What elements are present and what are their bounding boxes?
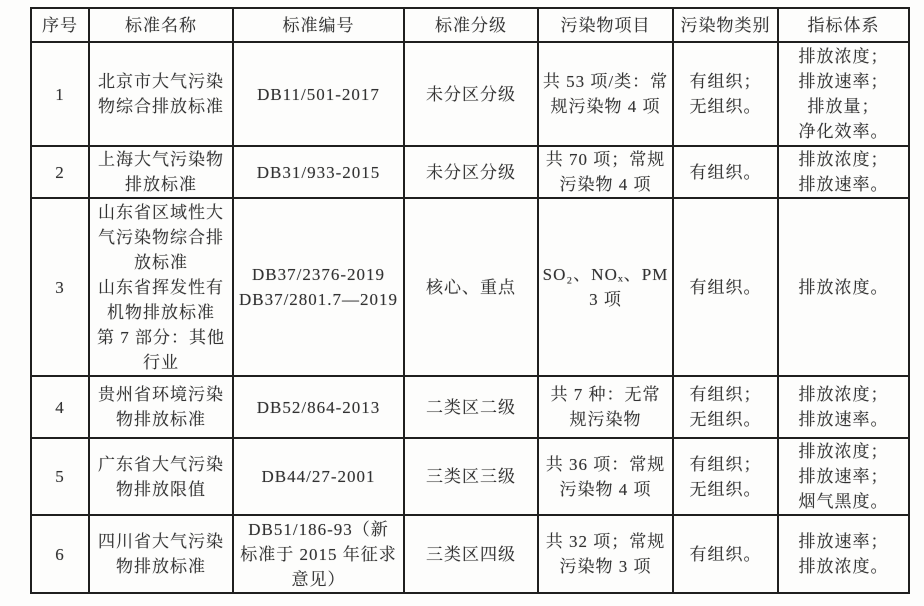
- cell-name: [89, 198, 233, 376]
- cell-name: [89, 146, 233, 198]
- cell-line: 广东省大气污染: [98, 454, 224, 474]
- cell-line: 有组织。: [689, 162, 762, 182]
- column-header-category: 污染物类别: [673, 8, 778, 42]
- cell-grade: [404, 438, 538, 515]
- cell-line: 3: [55, 277, 65, 297]
- cell-pollutants: [538, 198, 673, 376]
- cell-grade: [404, 515, 538, 593]
- cell-category: [673, 42, 778, 146]
- header-row: [31, 8, 909, 42]
- cell-line: DB37/2801.7—2019: [238, 290, 399, 309]
- cell-seq: [31, 198, 89, 376]
- cell-category: [673, 376, 778, 438]
- cell-line: 未分区分级: [426, 162, 516, 182]
- cell-line: 排放浓度；: [798, 385, 889, 404]
- cell-line: DB37/2376-2019: [252, 265, 385, 284]
- cell-category: [673, 198, 778, 376]
- cell-indicators: [778, 146, 909, 198]
- column-header-name: 标准名称: [89, 8, 233, 42]
- cell-line: 贵州省环境污染: [98, 385, 224, 404]
- cell-line: DB51/186-93（新: [248, 519, 389, 539]
- cell-category: [673, 146, 778, 198]
- cell-line: 无组织。: [689, 410, 762, 429]
- cell-indicators: [778, 515, 909, 593]
- cell-line: 排放量；: [807, 97, 880, 116]
- cell-line: 排放浓度。: [798, 277, 889, 297]
- cell-seq: [31, 438, 89, 515]
- cell-line: 四川省大气污染: [98, 532, 224, 551]
- cell-name: [89, 515, 233, 593]
- cell-line: 第 7 部分：其他: [97, 327, 225, 347]
- cell-line: 无组织。: [689, 97, 762, 116]
- cell-indicators: [778, 438, 909, 515]
- cell-line: 共 53 项/类：常: [542, 72, 669, 91]
- cell-line: 三类区三级: [426, 467, 516, 486]
- column-header-code: 标准编号: [233, 8, 404, 42]
- cell-name: [89, 376, 233, 438]
- cell-line: SO₂、NOₓ、PM: [542, 265, 669, 284]
- cell-seq: [31, 42, 89, 146]
- standards-table: [30, 7, 910, 594]
- cell-pollutants: [538, 146, 673, 198]
- cell-line: 排放速率。: [798, 410, 889, 429]
- cell-line: 共 32 项；常规: [545, 532, 666, 551]
- cell-grade: [404, 376, 538, 438]
- cell-pollutants: [538, 515, 673, 593]
- cell-pollutants: [538, 376, 673, 438]
- cell-line: 有组织；: [689, 385, 762, 404]
- cell-line: 排放浓度；: [798, 150, 889, 169]
- cell-seq: [31, 376, 89, 438]
- table-body: [31, 42, 909, 593]
- cell-code: [233, 515, 404, 593]
- cell-line: 未分区分级: [426, 84, 516, 104]
- cell-line: 排放浓度。: [798, 557, 889, 576]
- cell-line: 烟气黑度。: [798, 492, 889, 511]
- cell-category: [673, 438, 778, 515]
- cell-line: 排放浓度；: [798, 442, 889, 461]
- cell-grade: [404, 146, 538, 198]
- cell-line: 有组织；: [689, 72, 762, 91]
- cell-line: 排放速率。: [798, 175, 889, 194]
- cell-name: [89, 438, 233, 515]
- cell-line: 共 7 种：无常: [550, 385, 661, 404]
- cell-line: DB52/864-2013: [256, 397, 381, 417]
- column-header-indicators: 指标体系: [778, 8, 909, 42]
- cell-line: 排放速率；: [798, 467, 889, 486]
- cell-code: [233, 198, 404, 376]
- table-row: [31, 42, 909, 146]
- cell-line: 排放速率；: [798, 532, 889, 551]
- cell-grade: [404, 42, 538, 146]
- cell-line: 有组织。: [689, 277, 762, 297]
- cell-line: 排放浓度；: [798, 47, 889, 66]
- cell-code: [233, 146, 404, 198]
- cell-name: [89, 42, 233, 146]
- cell-line: 北京市大气污染: [98, 72, 224, 91]
- cell-line: 三类区四级: [426, 544, 516, 564]
- cell-line: 1: [55, 84, 65, 104]
- table-row: [31, 198, 909, 376]
- cell-line: 污染物 3 项: [559, 557, 652, 576]
- cell-line: 5: [55, 467, 65, 486]
- cell-line: 污染物 4 项: [559, 175, 652, 194]
- column-header-pollutants: 污染物项目: [538, 8, 673, 42]
- cell-indicators: [778, 42, 909, 146]
- cell-line: DB11/501-2017: [257, 84, 380, 104]
- cell-indicators: [778, 198, 909, 376]
- cell-pollutants: [538, 42, 673, 146]
- cell-line: 二类区二级: [426, 397, 516, 417]
- cell-code: [233, 376, 404, 438]
- cell-line: 规污染物 4 项: [550, 97, 661, 116]
- cell-line: 净化效率。: [798, 122, 889, 141]
- cell-line: 上海大气污染物: [98, 150, 224, 169]
- cell-line: DB31/933-2015: [256, 162, 381, 182]
- table-row: [31, 438, 909, 515]
- cell-line: 行业: [143, 352, 179, 372]
- table-row: [31, 146, 909, 198]
- table-row: [31, 515, 909, 593]
- cell-line: 共 70 项；常规: [545, 150, 666, 169]
- cell-line: 物排放标准: [116, 410, 206, 429]
- cell-line: 放标准: [134, 252, 188, 272]
- cell-line: 标准于 2015 年征求: [240, 544, 397, 564]
- cell-line: 物排放标准: [116, 557, 206, 576]
- cell-line: 规污染物: [569, 410, 642, 429]
- cell-line: 核心、重点: [426, 277, 516, 297]
- cell-indicators: [778, 376, 909, 438]
- column-header-seq: 序号: [31, 8, 89, 42]
- cell-line: 物综合排放标准: [98, 97, 224, 116]
- cell-line: 意见）: [291, 569, 346, 589]
- cell-code: [233, 438, 404, 515]
- table-row: [31, 376, 909, 438]
- cell-seq: [31, 515, 89, 593]
- cell-line: 有组织。: [689, 544, 762, 564]
- cell-line: 2: [55, 162, 65, 182]
- table-head: [31, 8, 909, 42]
- cell-line: 6: [55, 544, 65, 564]
- cell-seq: [31, 146, 89, 198]
- cell-line: 山东省区域性大: [98, 202, 224, 222]
- cell-line: 机物排放标准: [107, 302, 215, 322]
- cell-line: 有组织；: [689, 454, 762, 474]
- cell-line: 共 36 项：常规: [545, 454, 666, 474]
- cell-code: [233, 42, 404, 146]
- cell-line: 物排放限值: [116, 479, 206, 499]
- cell-line: 气污染物综合排: [98, 227, 224, 247]
- cell-line: 4: [55, 397, 65, 417]
- cell-line: 排放速率；: [798, 72, 889, 91]
- cell-pollutants: [538, 438, 673, 515]
- cell-line: 山东省挥发性有: [98, 277, 224, 297]
- cell-category: [673, 515, 778, 593]
- cell-line: 排放标准: [125, 175, 197, 194]
- cell-line: 无组织。: [689, 479, 762, 499]
- cell-grade: [404, 198, 538, 376]
- column-header-grade: 标准分级: [404, 8, 538, 42]
- cell-line: 3 项: [589, 290, 622, 309]
- cell-line: 污染物 4 项: [559, 479, 652, 499]
- cell-line: DB44/27-2001: [261, 467, 376, 486]
